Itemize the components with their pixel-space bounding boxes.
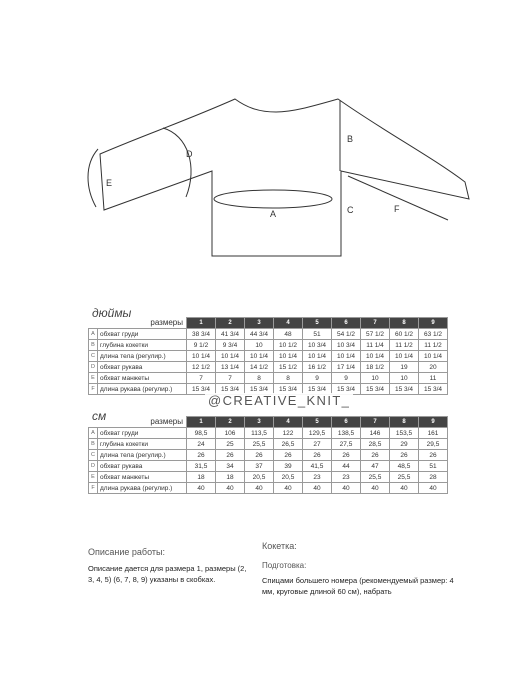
measurement-value: 44 3/4 <box>245 329 274 340</box>
measurement-value: 10 1/4 <box>216 351 245 362</box>
measurement-value: 19 <box>390 362 419 373</box>
measurement-value: 15 3/4 <box>245 384 274 395</box>
measurement-name: обхват груди <box>98 428 187 439</box>
size-column-header: 8 <box>390 417 419 428</box>
size-column-header: 5 <box>303 318 332 329</box>
measurement-value: 26 <box>245 450 274 461</box>
yoke-text: Спицами большего номера (рекомендуемый размер: 4 мм, круговые длиной 60 см), набрать <box>262 576 454 596</box>
measurement-value: 47 <box>361 461 390 472</box>
measurement-value: 51 <box>303 329 332 340</box>
measurement-value: 10 1/4 <box>274 351 303 362</box>
sweater-outline <box>100 99 469 256</box>
measurement-value: 17 1/4 <box>332 362 361 373</box>
measurement-value: 106 <box>216 428 245 439</box>
measurement-value: 26 <box>303 450 332 461</box>
measurement-letter: A <box>89 329 98 340</box>
watermark: @CREATIVE_KNIT_ <box>205 393 353 408</box>
table-row <box>89 428 448 439</box>
cm-section-label: см <box>92 409 107 423</box>
table-row <box>89 340 448 351</box>
measurement-value: 41 3/4 <box>216 329 245 340</box>
measurement-value: 26 <box>332 450 361 461</box>
measurement-value: 57 1/2 <box>361 329 390 340</box>
measurement-value: 10 3/4 <box>303 340 332 351</box>
description-text: Описание дается для размера 1, размеры (2, 3, 4, 5) (6, 7, 8, 9) указаны в скобках. <box>88 564 247 584</box>
measurement-letter: B <box>89 340 98 351</box>
measurement-value: 98,5 <box>187 428 216 439</box>
measurement-value: 10 1/4 <box>303 351 332 362</box>
measurement-value: 9 3/4 <box>216 340 245 351</box>
measurement-value: 9 1/2 <box>187 340 216 351</box>
measurement-value: 15 3/4 <box>274 384 303 395</box>
measurement-value: 26 <box>274 450 303 461</box>
measurement-value: 15 3/4 <box>332 384 361 395</box>
size-column-header: 7 <box>361 417 390 428</box>
measurement-value: 40 <box>303 483 332 494</box>
measurement-name: обхват рукава <box>98 461 187 472</box>
table-row <box>89 373 448 384</box>
measurement-name: обхват груди <box>98 329 187 340</box>
measurement-value: 15 3/4 <box>361 384 390 395</box>
chest-ellipse <box>214 190 332 208</box>
measurement-value: 40 <box>419 483 448 494</box>
measurement-value: 26 <box>390 450 419 461</box>
measurement-value: 15 3/4 <box>303 384 332 395</box>
measurement-value: 26 <box>187 450 216 461</box>
size-header-row <box>89 318 448 329</box>
measurement-value: 18 <box>216 472 245 483</box>
measurement-value: 39 <box>274 461 303 472</box>
measurement-value: 40 <box>245 483 274 494</box>
work-description <box>88 547 248 585</box>
measurement-value: 15 3/4 <box>216 384 245 395</box>
measurement-value: 10 <box>361 373 390 384</box>
measurement-value: 27,5 <box>332 439 361 450</box>
measurement-name: глубина кокетки <box>98 340 187 351</box>
measurement-value: 146 <box>361 428 390 439</box>
yoke-section <box>262 541 462 597</box>
description-heading: Описание работы: <box>88 547 165 557</box>
measurement-value: 20,5 <box>274 472 303 483</box>
size-column-header: 5 <box>303 417 332 428</box>
measurement-value: 20 <box>419 362 448 373</box>
measurement-value: 26 <box>419 450 448 461</box>
measurement-value: 40 <box>187 483 216 494</box>
measurement-value: 15 3/4 <box>187 384 216 395</box>
measurement-value: 63 1/2 <box>419 329 448 340</box>
measurement-name: обхват манжеты <box>98 373 187 384</box>
measurement-value: 18 <box>187 472 216 483</box>
measurement-value: 10 1/4 <box>187 351 216 362</box>
measurement-value: 29,5 <box>419 439 448 450</box>
table-row <box>89 472 448 483</box>
measurement-name: длина тела (регулир.) <box>98 351 187 362</box>
measurement-value: 113,5 <box>245 428 274 439</box>
measurement-letter: D <box>89 362 98 373</box>
measurement-value: 25 <box>216 439 245 450</box>
table-row <box>89 362 448 373</box>
measurement-value: 7 <box>187 373 216 384</box>
measurement-value: 38 3/4 <box>187 329 216 340</box>
measurement-value: 10 1/4 <box>390 351 419 362</box>
measurement-value: 31,5 <box>187 461 216 472</box>
table-row <box>89 351 448 362</box>
cuff-circumference-arc <box>88 149 98 207</box>
size-column-header: 2 <box>216 318 245 329</box>
measurement-letter: F <box>89 483 98 494</box>
inches-size-table <box>88 317 448 395</box>
measurement-value: 48,5 <box>390 461 419 472</box>
label-b: B <box>347 134 354 144</box>
measurement-value: 40 <box>390 483 419 494</box>
measurement-value: 51 <box>419 461 448 472</box>
measurement-value: 28 <box>419 472 448 483</box>
measurement-value: 10 3/4 <box>332 340 361 351</box>
measurement-value: 29 <box>390 439 419 450</box>
measurement-value: 54 1/2 <box>332 329 361 340</box>
label-f: F <box>394 204 400 214</box>
measurement-value: 9 <box>332 373 361 384</box>
measurement-value: 40 <box>332 483 361 494</box>
measurement-letter: D <box>89 461 98 472</box>
measurement-value: 25,5 <box>361 472 390 483</box>
measurement-letter: F <box>89 384 98 395</box>
size-column-header: 4 <box>274 417 303 428</box>
measurement-value: 44 <box>332 461 361 472</box>
measurement-value: 40 <box>216 483 245 494</box>
measurement-value: 23 <box>303 472 332 483</box>
measurement-value: 10 <box>245 340 274 351</box>
measurement-value: 40 <box>274 483 303 494</box>
measurement-value: 48 <box>274 329 303 340</box>
measurement-value: 15 3/4 <box>390 384 419 395</box>
measurement-value: 15 1/2 <box>274 362 303 373</box>
cm-size-table <box>88 416 448 494</box>
measurement-value: 27 <box>303 439 332 450</box>
measurement-value: 13 1/4 <box>216 362 245 373</box>
measurement-value: 25,5 <box>390 472 419 483</box>
size-column-header: 9 <box>419 318 448 329</box>
measurement-value: 161 <box>419 428 448 439</box>
inches-section-label: дюймы <box>92 306 132 320</box>
sizes-header-label: размеры <box>150 417 183 427</box>
size-column-header: 2 <box>216 417 245 428</box>
measurement-value: 11 1/4 <box>361 340 390 351</box>
measurement-value: 16 1/2 <box>303 362 332 373</box>
measurement-value: 129,5 <box>303 428 332 439</box>
measurement-value: 26 <box>361 450 390 461</box>
size-column-header: 7 <box>361 318 390 329</box>
measurement-value: 26 <box>216 450 245 461</box>
measurement-value: 10 1/4 <box>332 351 361 362</box>
measurement-value: 12 1/2 <box>187 362 216 373</box>
size-column-header: 8 <box>390 318 419 329</box>
measurement-value: 26,5 <box>274 439 303 450</box>
measurement-value: 10 1/2 <box>274 340 303 351</box>
measurement-value: 138,5 <box>332 428 361 439</box>
measurement-value: 153,5 <box>390 428 419 439</box>
measurement-value: 15 3/4 <box>419 384 448 395</box>
measurement-value: 24 <box>187 439 216 450</box>
measurement-value: 8 <box>274 373 303 384</box>
measurement-value: 14 1/2 <box>245 362 274 373</box>
measurement-name: обхват рукава <box>98 362 187 373</box>
measurement-value: 20,5 <box>245 472 274 483</box>
measurement-value: 28,5 <box>361 439 390 450</box>
measurement-letter: C <box>89 450 98 461</box>
measurement-value: 18 1/2 <box>361 362 390 373</box>
size-column-header: 1 <box>187 318 216 329</box>
measurement-name: длина рукава (регулир.) <box>98 483 187 494</box>
measurement-value: 11 <box>419 373 448 384</box>
table-row <box>89 439 448 450</box>
label-c: C <box>347 205 354 215</box>
sizes-header-label: размеры <box>150 318 183 328</box>
measurement-value: 25,5 <box>245 439 274 450</box>
size-column-header: 9 <box>419 417 448 428</box>
measurement-value: 60 1/2 <box>390 329 419 340</box>
measurement-name: глубина кокетки <box>98 439 187 450</box>
measurement-name: длина тела (регулир.) <box>98 450 187 461</box>
size-column-header: 4 <box>274 318 303 329</box>
table-row <box>89 483 448 494</box>
measurement-letter: E <box>89 373 98 384</box>
measurement-value: 10 1/4 <box>419 351 448 362</box>
measurement-value: 34 <box>216 461 245 472</box>
size-column-header: 3 <box>245 417 274 428</box>
measurement-value: 7 <box>216 373 245 384</box>
label-d: D <box>186 149 193 159</box>
measurement-value: 122 <box>274 428 303 439</box>
measurement-value: 11 1/2 <box>419 340 448 351</box>
size-header-row <box>89 417 448 428</box>
table-row <box>89 461 448 472</box>
table-row <box>89 329 448 340</box>
measurement-value: 23 <box>332 472 361 483</box>
measurement-name: длина рукава (регулир.) <box>98 384 187 395</box>
label-a: A <box>270 209 277 219</box>
label-e: E <box>106 178 113 188</box>
measurement-letter: E <box>89 472 98 483</box>
measurement-value: 10 1/4 <box>245 351 274 362</box>
measurement-value: 8 <box>245 373 274 384</box>
measurement-letter: C <box>89 351 98 362</box>
measurement-value: 41,5 <box>303 461 332 472</box>
measurement-value: 10 <box>390 373 419 384</box>
measurement-value: 37 <box>245 461 274 472</box>
size-column-header: 6 <box>332 417 361 428</box>
measurement-value: 10 1/4 <box>361 351 390 362</box>
sweater-schematic <box>60 85 480 260</box>
measurement-letter: A <box>89 428 98 439</box>
measurement-value: 9 <box>303 373 332 384</box>
size-column-header: 6 <box>332 318 361 329</box>
measurement-letter: B <box>89 439 98 450</box>
size-column-header: 3 <box>245 318 274 329</box>
measurement-name: обхват манжеты <box>98 472 187 483</box>
yoke-subheading: Подготовка: <box>262 561 307 570</box>
size-column-header: 1 <box>187 417 216 428</box>
measurement-value: 40 <box>361 483 390 494</box>
measurement-value: 11 1/2 <box>390 340 419 351</box>
table-row <box>89 450 448 461</box>
yoke-heading: Кокетка: <box>262 541 297 551</box>
